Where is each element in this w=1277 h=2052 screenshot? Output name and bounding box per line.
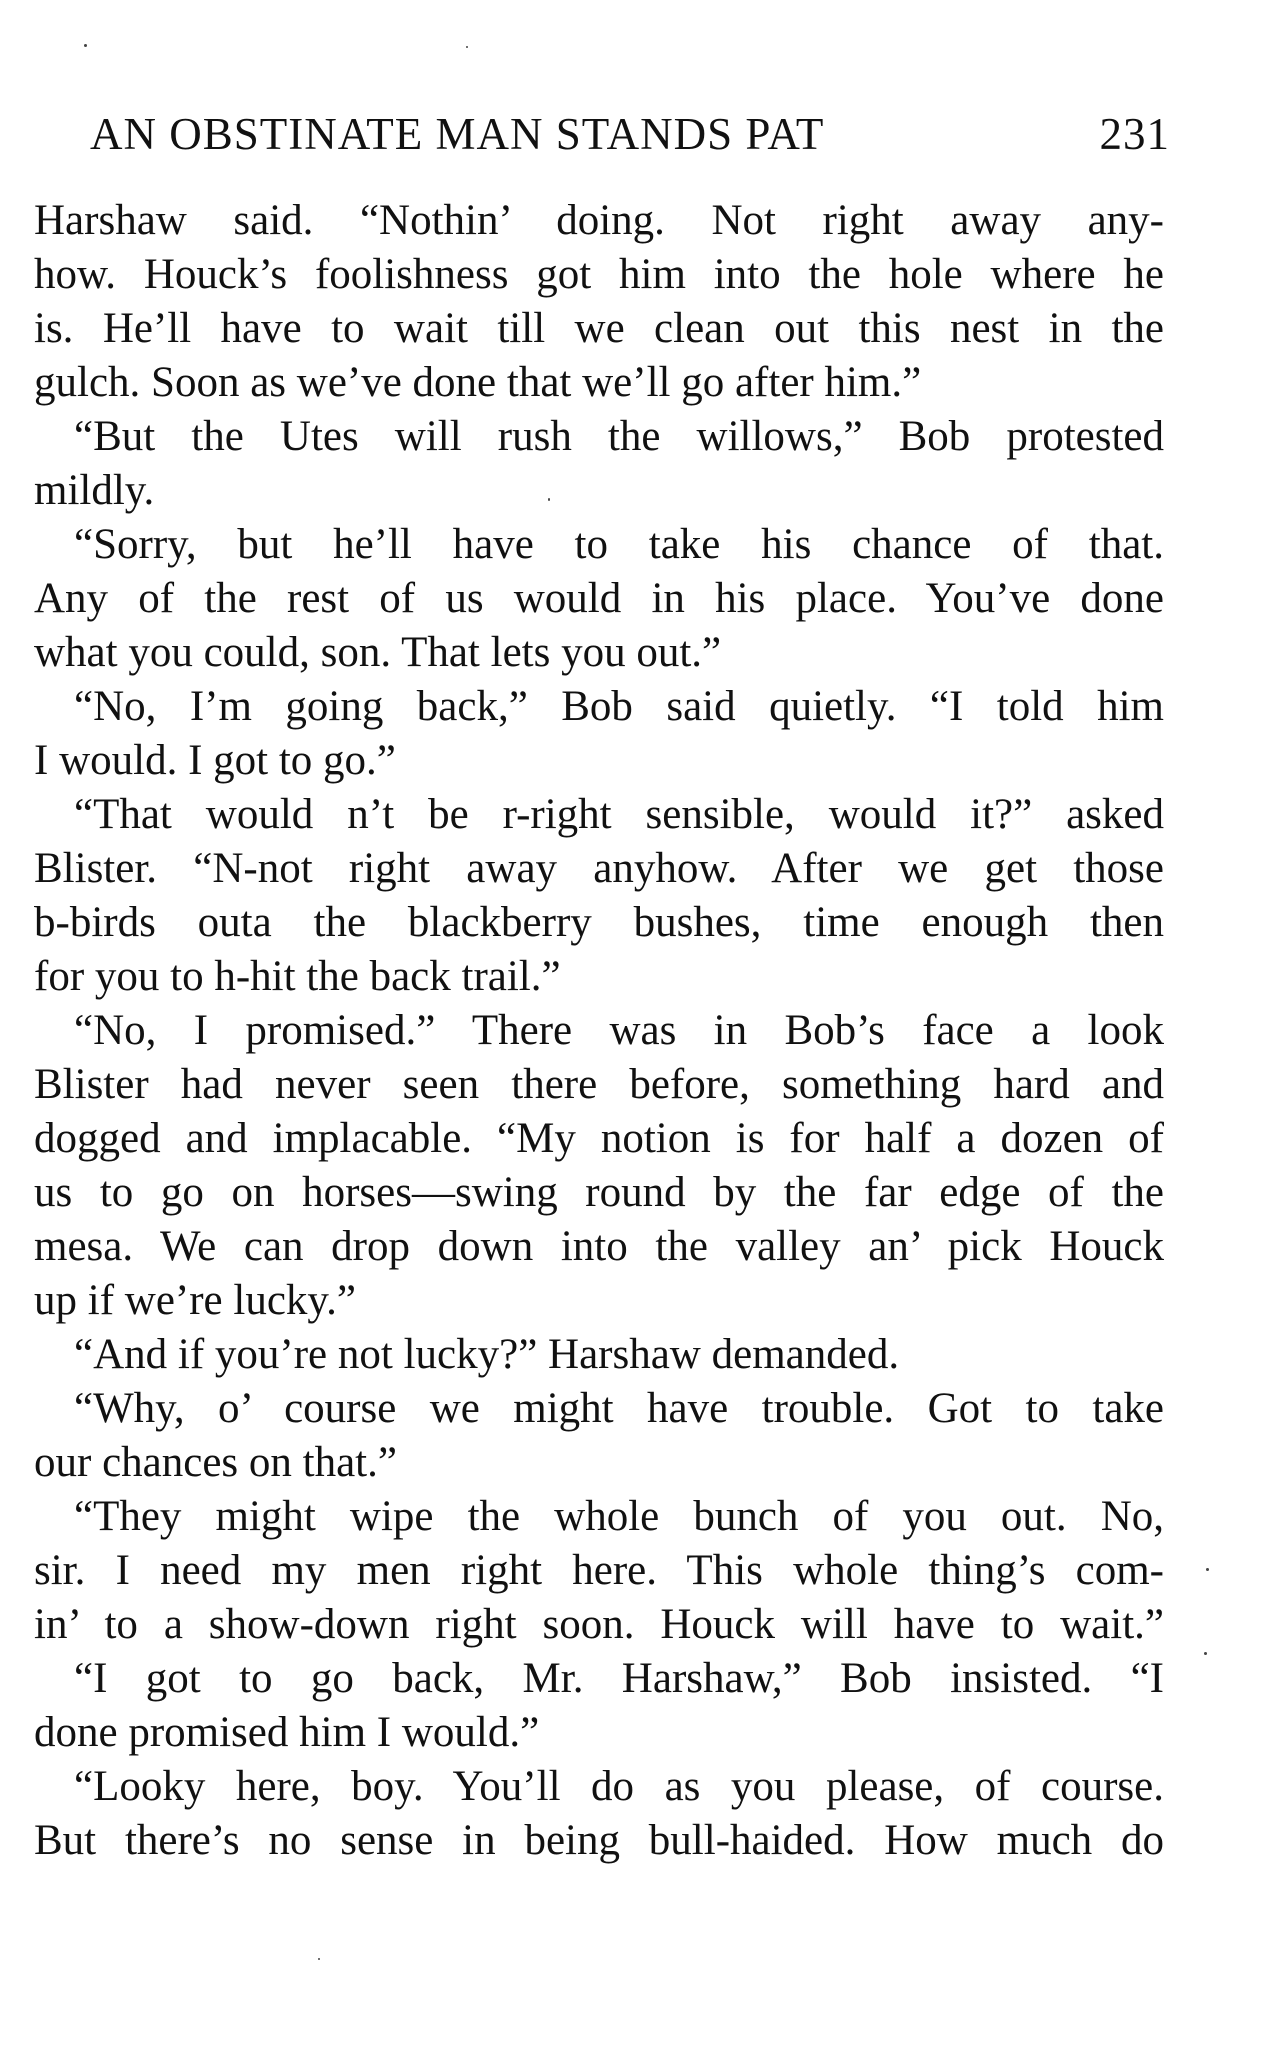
text-line: “And if you’re not lucky?” Harshaw demanded.: [74, 1331, 900, 1378]
text-line: b-birds outa the blackberry bushes, time enough then: [34, 899, 1164, 946]
text-line: mesa. We can drop down into the valley an’ pick Houck: [34, 1223, 1164, 1270]
text-line: gulch. Soon as we’ve done that we’ll go after him.”: [34, 359, 922, 406]
print-speck: [1204, 1652, 1207, 1655]
text-line: “Why, o’ course we might have trouble. Got to take: [74, 1385, 1164, 1432]
text-line: I would. I got to go.”: [34, 737, 396, 784]
text-line: Harshaw said. “Nothin’ doing. Not right away any-: [34, 197, 1164, 244]
print-speck: [84, 44, 87, 47]
text-line: “I got to go back, Mr. Harshaw,” Bob insisted. “I: [74, 1655, 1164, 1702]
text-line: But there’s no sense in being bull-haided. How much do: [34, 1817, 1164, 1864]
text-line: mildly.: [34, 467, 155, 514]
chapter-title: AN OBSTINATE MAN STANDS PAT: [90, 109, 825, 159]
text-line: done promised him I would.”: [34, 1709, 540, 1756]
text-line: what you could, son. That lets you out.”: [34, 629, 722, 676]
text-line: “Sorry, but he’ll have to take his chance of that.: [74, 521, 1164, 568]
body-text: [34, 194, 1164, 1868]
text-line: in’ to a show-down right soon. Houck will have to wait.”: [34, 1601, 1164, 1648]
text-line: is. He’ll have to wait till we clean out this nest in the: [34, 305, 1164, 352]
text-line: us to go on horses—swing round by the far edge of the: [34, 1169, 1164, 1216]
text-line: dogged and implacable. “My notion is for half a dozen of: [34, 1115, 1164, 1162]
page-number: 231: [1099, 109, 1170, 159]
text-line: how. Houck’s foolishness got him into the hole where he: [34, 251, 1164, 298]
text-line: our chances on that.”: [34, 1439, 397, 1486]
print-speck: [318, 1958, 320, 1960]
text-line: “No, I promised.” There was in Bob’s face a look: [74, 1007, 1164, 1054]
text-line: Any of the rest of us would in his place. You’ve done: [34, 575, 1164, 622]
text-line: “But the Utes will rush the willows,” Bob protested: [74, 413, 1164, 460]
text-line: “Looky here, boy. You’ll do as you please, of course.: [74, 1763, 1164, 1810]
text-line: sir. I need my men right here. This whole thing’s com-: [34, 1547, 1164, 1594]
print-speck: [1206, 1568, 1209, 1571]
text-line: up if we’re lucky.”: [34, 1277, 356, 1324]
print-speck: [548, 498, 550, 501]
text-line: “They might wipe the whole bunch of you out. No,: [74, 1493, 1164, 1540]
running-header: [70, 108, 1170, 168]
print-speck: [466, 46, 468, 48]
text-line: Blister. “N-not right away anyhow. After we get those: [34, 845, 1164, 892]
text-line: “No, I’m going back,” Bob said quietly. “I told him: [74, 683, 1164, 730]
text-line: for you to h-hit the back trail.”: [34, 953, 561, 1000]
text-line: “That would n’t be r-right sensible, would it?” asked: [74, 791, 1164, 838]
text-line: Blister had never seen there before, something hard and: [34, 1061, 1164, 1108]
